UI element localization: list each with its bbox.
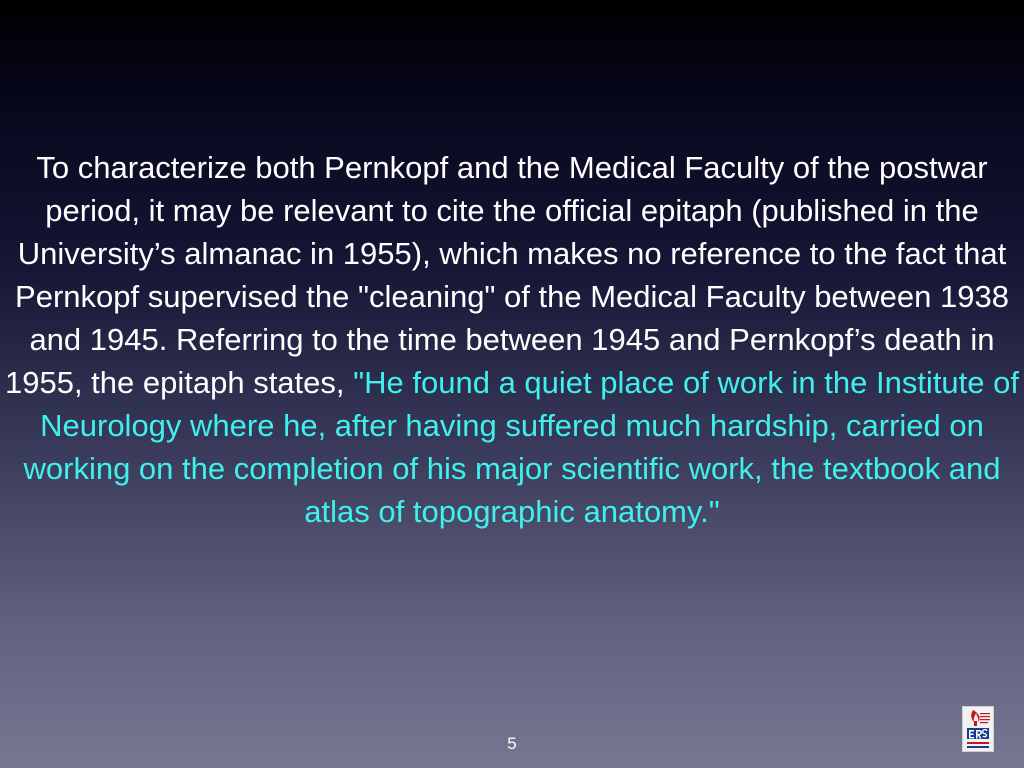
slide-body-text (0, 146, 1024, 533)
organization-logo-icon (962, 706, 994, 752)
epitaph-quote: "He found a quiet place of work in the Institute of Neurology where he, after having suffered much hardship, carried on working on the completion of his major scientific work, the textbook and atlas of topographic anatomy." (23, 365, 1019, 529)
body-paragraph: To characterize both Pernkopf and the Medical Faculty of the postwar period, it may be relevant to cite the official epitaph (published in the University’s almanac in 1955), which makes no reference to the fact that Pernkopf supervised the "cleaning" of the Medical Faculty between 1938 and 1945. Referring to the time between 1945 and Pernkopf’s death in 1955, the epitaph states, (4, 150, 1009, 400)
slide-number: 5 (507, 734, 517, 753)
